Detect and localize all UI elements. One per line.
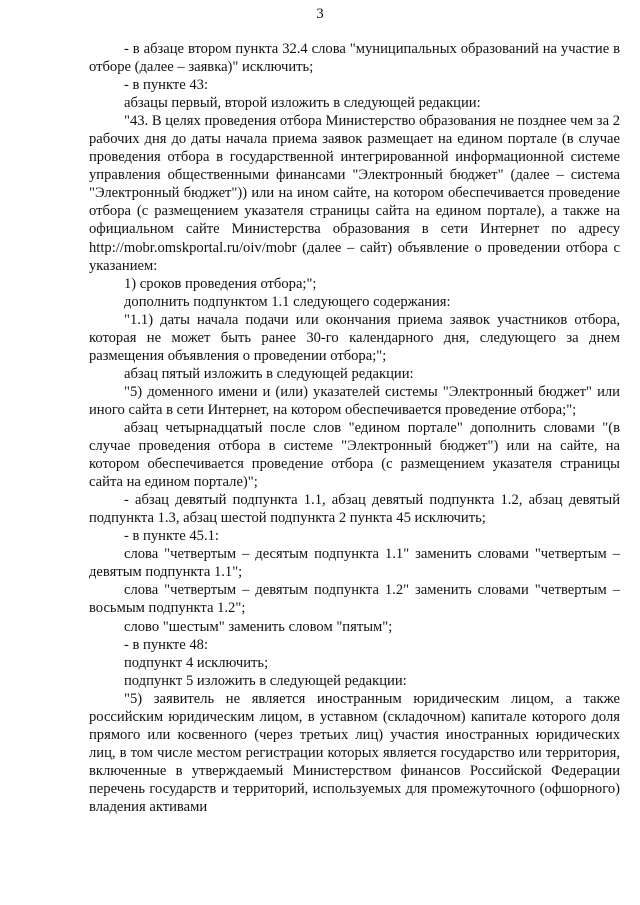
paragraph: подпункт 5 изложить в следующей редакции: bbox=[124, 672, 407, 689]
paragraph: "1.1) даты начала подачи или окончания приема заявок участников отбора, которая не может быть ранее 30-го календарного дня, следующего за днем размещения объявления о проведении отбора;"; bbox=[89, 311, 620, 364]
paragraph: "5) заявитель не является иностранным юридическим лицом, а также российским юридическим лицом, в уставном (складочном) капитале которого доля прямого или косвенного (через третьих лиц) участия иностранных юридических лиц, в том числе местом регистрации которых является государство или территория, включенные в утверждаемый Министерством финансов Российской Федерации перечень государств и территорий, используемых для промежуточного (офшорного) владения активами bbox=[89, 690, 620, 815]
paragraph: абзацы первый, второй изложить в следующей редакции: bbox=[124, 95, 481, 112]
paragraph: - в пункте 48: bbox=[124, 636, 209, 653]
paragraph: - абзац девятый подпункта 1.1, абзац девятый подпункта 1.2, абзац девятый подпункта 1.3, абзац шестой подпункта 2 пункта 45 исключить; bbox=[89, 492, 620, 527]
paragraph: - в пункте 43: bbox=[124, 77, 209, 94]
paragraph: слова "четвертым – десятым подпункта 1.1" заменить словами "четвертым – девятым подпункта 1.1"; bbox=[89, 546, 620, 581]
paragraph: слова "четвертым – девятым подпункта 1.2" заменить словами "четвертым – восьмым подпункта 1.2"; bbox=[89, 582, 620, 617]
paragraph: дополнить подпунктом 1.1 следующего содержания: bbox=[124, 293, 451, 310]
paragraph: "43. В целях проведения отбора Министерство образования не позднее чем за 2 рабочих дня до даты начала приема заявок размещает на едином портале (в случае проведения отбора в государственной интегрированной информационной системе управления общественными финансами "Электронный бюджет" (далее – система "Электронный бюджет")) или на ином сайте, на котором обеспечивается проведение отбора (с размещением указателя страницы сайта на едином портале), а также на официальном сайте Министерства образования в сети Интернет по адресу http://mobr.omskportal.ru/oiv/mobr (далее – сайт) объявление о проведении отбора с указанием: bbox=[89, 113, 620, 274]
paragraph: абзац пятый изложить в следующей редакции: bbox=[124, 365, 414, 382]
paragraph: 1) сроков проведения отбора;"; bbox=[124, 275, 317, 292]
paragraph: "5) доменного имени и (или) указателей системы "Электронный бюджет" или иного сайта в сети Интернет, на котором обеспечивается проведение отбора;"; bbox=[89, 383, 620, 418]
page-number: 3 bbox=[316, 6, 324, 22]
paragraph: слово "шестым" заменить словом "пятым"; bbox=[124, 618, 393, 635]
paragraph: абзац четырнадцатый после слов "едином портале" дополнить словами "(в случае проведения отбора в системе "Электронный бюджет") или на сайте, на котором обеспечивается проведение отбора (с размещением указателя страницы сайта на едином портале)"; bbox=[89, 419, 620, 491]
paragraph: - в пункте 45.1: bbox=[124, 528, 219, 545]
paragraph: - в абзаце втором пункта 32.4 слова "муниципальных образований на участие в отборе (далее – заявка)" исключить; bbox=[89, 41, 620, 76]
paragraph: подпункт 4 исключить; bbox=[124, 654, 269, 671]
document-body bbox=[89, 40, 620, 816]
